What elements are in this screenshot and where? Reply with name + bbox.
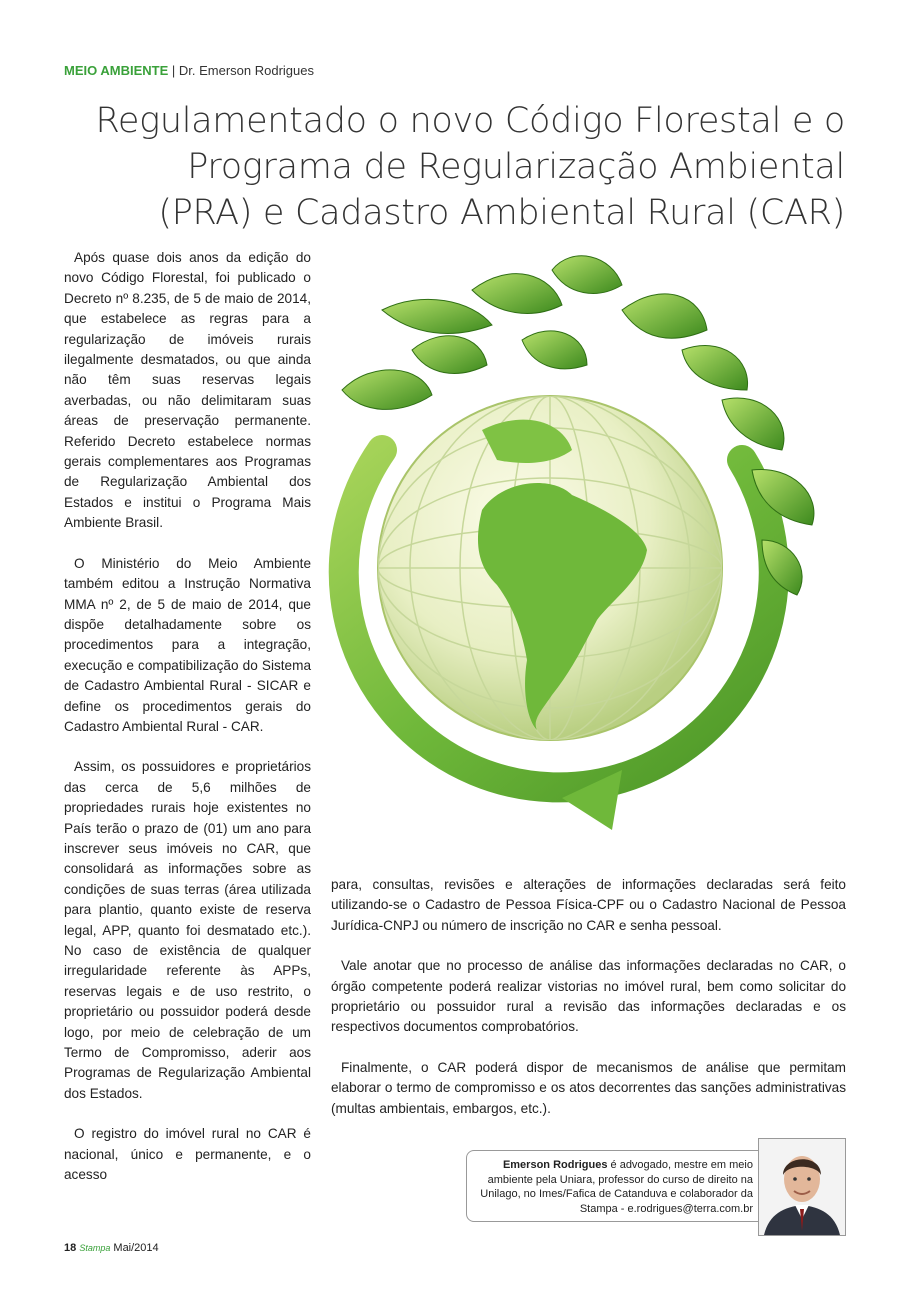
header-author: Dr. Emerson Rodrigues bbox=[178, 63, 315, 78]
author-bio bbox=[472, 1158, 753, 1216]
right-column bbox=[331, 875, 846, 1139]
author-description: é advogado, mestre em meio ambiente pela Uniara, professor do curso de direito na Unilago, no Imes/Fafica de Catanduva e colaborador da Stampa - e.rodrigues@terra.com.br bbox=[480, 1159, 753, 1215]
paragraph: Após quase dois anos da edição do novo Código Florestal, foi publicado o Decreto nº 8.235, de 5 de maio de 2014, que estabelece as regras para a regularização de imóveis rurais ilegalmente desmatados, ou que ainda não têm suas reservas legais averbadas, ou não delimitaram suas áreas de preservação permanente. Referido Decreto estabelece normas gerais complementares aos Programas de Regularização Ambiental dos Estados e institui o Programa Mais Ambiente Brasil. bbox=[64, 250, 311, 531]
paragraph: para, consultas, revisões e alterações de informações declaradas será feito utilizando-se o Cadastro de Pessoa Física-CPF ou o Cadastro Nacional de Pessoa Jurídica-CNPJ ou número de inscrição no CAR e senha pessoal. bbox=[331, 877, 846, 933]
section-label: MEIO AMBIENTE bbox=[64, 63, 169, 78]
header-separator: | bbox=[171, 63, 176, 78]
magazine-name: Stampa bbox=[79, 1243, 111, 1253]
author-portrait-icon bbox=[758, 1138, 846, 1236]
section-header bbox=[64, 63, 314, 78]
page-footer bbox=[64, 1242, 159, 1254]
paragraph: Vale anotar que no processo de análise das informações declaradas no CAR, o órgão competente poderá realizar vistorias no imóvel rural, bem como solicitar do proprietário ou possuidor rural a revisão das informações declaradas e os respectivos documentos comprobatórios. bbox=[331, 958, 846, 1035]
globe-with-leaves-icon bbox=[322, 250, 852, 850]
paragraph: Assim, os possuidores e proprietários das cerca de 5,6 milhões de propriedades rurais hoje existentes no País terão o prazo de (01) um ano para inscrever seus imóveis no CAR, que consolidará as informações sobre as condições de suas terras (área utilizada para plantio, quanto existe de reserva legal, APP, quanto foi desmatado etc.). No caso de existência de qualquer irregularidade referente às APPs, reservas legais e de uso restrito, o proprietário ou possuidor poderá desde logo, por meio de celebração de um Termo de Compromisso, aderir aos Programas de Regularização Ambiental dos Estados. bbox=[64, 759, 311, 1101]
author-name: Emerson Rodrigues bbox=[502, 1159, 608, 1171]
page-number: 18 bbox=[64, 1242, 77, 1254]
paragraph: O registro do imóvel rural no CAR é nacional, único e permanente, e o acesso bbox=[64, 1126, 311, 1183]
issue-date: Mai/2014 bbox=[113, 1242, 159, 1254]
paragraph: Finalmente, o CAR poderá dispor de mecanismos de análise que permitam elaborar o termo de compromisso e os atos decorrentes das sanções administrativas (multas ambientais, embargos, etc.). bbox=[331, 1059, 846, 1116]
left-column bbox=[64, 248, 311, 1205]
paragraph: O Ministério do Meio Ambiente também editou a Instrução Normativa MMA nº 2, de 5 de maio de 2014, que dispõe detalhadamente sobre os procedimentos para a integração, execução e compatibilização do Sistema de Cadastro Ambiental Rural - SICAR e define os procedimentos gerais do Cadastro Ambiental Rural - CAR. bbox=[64, 555, 311, 734]
article-title: Regulamentado o novo Código Florestal e o Programa de Regularização Ambiental (PRA) e Cadastro Ambiental Rural (CAR) bbox=[95, 101, 845, 233]
